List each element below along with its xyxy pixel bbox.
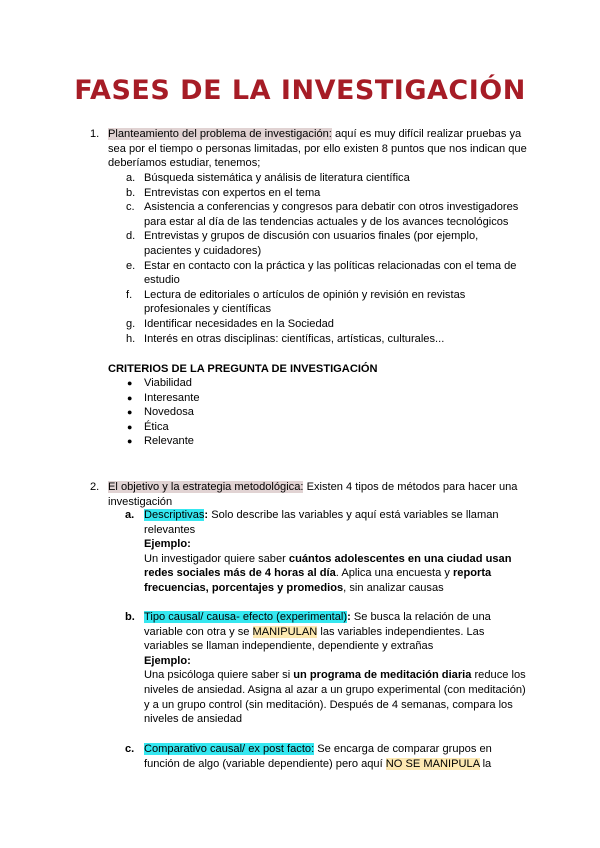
list-item-marker: c. [126, 201, 135, 214]
criterios-heading: CRITERIOS DE LA PREGUNTA DE INVESTIGACIÓN [108, 363, 378, 375]
list-item: Entrevistas y grupos de discusión con usuarios finales (por ejemplo, pacientes y cuidadores) [144, 230, 479, 257]
list-item-marker: h. [126, 332, 136, 345]
method-b-ejemplo: Ejemplo: [144, 654, 191, 667]
list-item-marker: d. [126, 230, 136, 243]
method-a-label: Descriptivas [144, 509, 205, 521]
criterio-item: Ética [144, 420, 169, 433]
method-c-block: Comparativo causal/ ex post facto: Se encarga de comparar grupos en función de algo (variable dependiente) pero aquí NO SE MANIPULA la [144, 743, 492, 770]
method-b-marker: b. [125, 611, 135, 623]
bullet-icon: ● [127, 378, 133, 388]
section-1-number: 1. [90, 128, 100, 140]
list-item: Lectura de editoriales o artículos de opinión y revisión en revistas profesionales y científicas [144, 288, 466, 316]
method-c-marker: c. [125, 743, 135, 755]
bullet-icon: ● [127, 407, 133, 418]
method-a-marker: a. [125, 509, 135, 521]
list-item-marker: a. [126, 172, 136, 184]
list-item-marker: e. [126, 259, 136, 272]
method-b-label: Tipo causal/ causa- efecto (experimental) [144, 611, 348, 623]
list-item: Asistencia a conferencias y congresos para debatir con otros investigadores para estar al día de las tendencias actuales y de los avances tecnológicos [144, 201, 519, 228]
bullet-icon: ● [127, 421, 133, 432]
section-2-intro: El objetivo y la estrategia metodológica: Existen 4 tipos de métodos para hacer una investigación [108, 481, 518, 508]
section-1-heading: Planteamiento del problema de investigación: [108, 128, 332, 140]
list-item: Interés en otras disciplinas: científicas, artísticas, culturales... [144, 332, 445, 345]
bullet-icon: ● [127, 436, 133, 447]
criterio-item: Relevante [144, 435, 194, 448]
page-title: FASES DE LA INVESTIGACIÓN [74, 75, 526, 106]
list-item-marker: f. [126, 288, 133, 301]
manipulan-highlight: MANIPULAN [252, 625, 318, 638]
bullet-icon: ● [127, 392, 133, 403]
criterio-item: Interesante [144, 391, 200, 404]
method-b-block: Tipo causal/ causa- efecto (experimental): Se busca la relación de una variable con otra y se MANIPULAN las variables independientes. Las variables se llaman independiente, dependiente y extrañas Ejemplo: Una psicóloga quiere saber si un programa de meditación diaria reduce los niveles de ansiedad. Asigna al azar a un grupo experimental (con meditación) y a un grupo control (sin meditación). Después de 4 semanas, compara los niveles de ansiedad [144, 611, 526, 726]
method-c-label: Comparativo causal/ ex post facto: [144, 743, 315, 755]
section-1-intro: Planteamiento del problema de investigación: aquí es muy difícil realizar pruebas ya sea por el tiempo o personas limitadas, por ello existen 8 puntos que nos indican que deberíamos estudiar, tenemos; [108, 128, 527, 170]
list-item: Identificar necesidades en la Sociedad [144, 318, 334, 330]
method-a-ejemplo: Ejemplo: [144, 538, 191, 551]
section-2-number: 2. [90, 481, 100, 493]
list-item-marker: b. [126, 186, 136, 199]
list-item: Entrevistas con expertos en el tema [144, 186, 321, 199]
no-se-manipula-highlight: NO SE MANIPULA [385, 757, 480, 770]
criterio-item: Novedosa [144, 406, 194, 419]
list-item: Estar en contacto con la práctica y las políticas relacionadas con el tema de estudio [144, 259, 517, 287]
list-item-marker: g. [126, 318, 136, 330]
list-item: Búsqueda sistemática y análisis de literatura científica [144, 172, 410, 184]
method-a-block: Descriptivas: Solo describe las variables y aquí está variables se llaman relevantes Ejemplo: Un investigador quiere saber cuántos adolescentes en una ciudad usan redes sociales más de 4 horas al día. Aplica una encuesta y reporta frecuencias, porcentajes y promedios, sin analizar causas [144, 509, 512, 594]
section-2-heading: El objetivo y la estrategia metodológica: [108, 481, 304, 493]
criterio-item: Viabilidad [144, 377, 192, 389]
